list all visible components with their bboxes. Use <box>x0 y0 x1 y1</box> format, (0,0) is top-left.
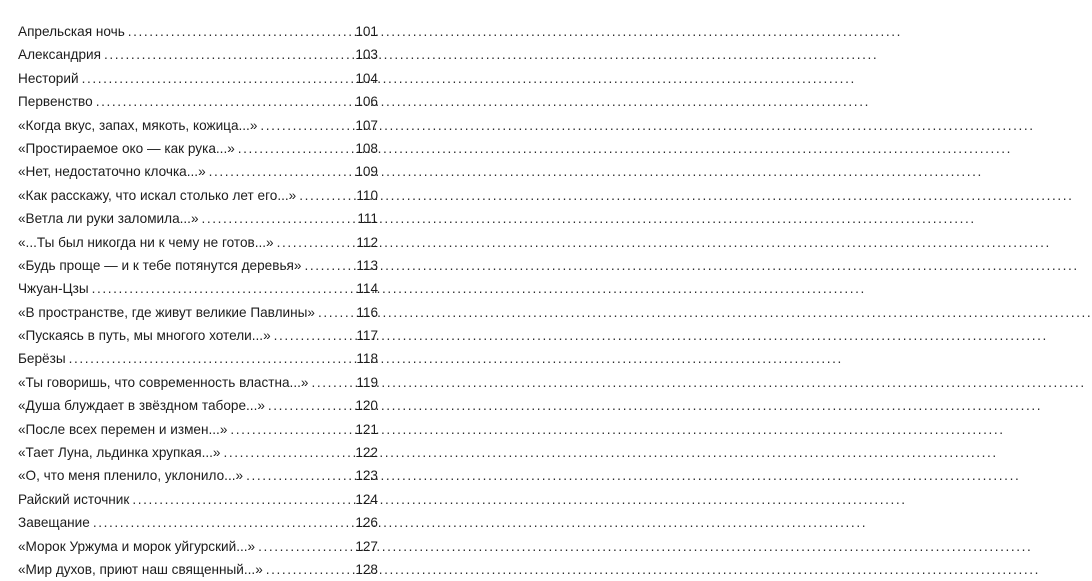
toc-entry <box>18 114 378 137</box>
dot-leader <box>260 114 352 137</box>
toc-entry-title: «Морок Уржума и морок уйгурский...» <box>18 538 256 554</box>
toc-entry-title: «После всех перемен и измен...» <box>18 421 228 437</box>
toc-entry-title: «Пускаясь в путь, мы многого хотели...» <box>18 328 271 344</box>
toc-entry-title: «Тает Луна, льдинка хрупкая...» <box>18 445 221 461</box>
toc-entry-page-number: 106 <box>355 94 378 110</box>
toc-entry <box>18 535 378 558</box>
toc-entry <box>18 67 378 90</box>
dot-leader <box>92 277 353 300</box>
toc-entry-page-number: 119 <box>356 374 378 390</box>
toc-entry-page-number: 124 <box>355 491 378 507</box>
dot-leader <box>209 160 353 183</box>
toc-entry <box>18 488 378 511</box>
toc-entry-title: «Как расскажу, что искал столько лет его...» <box>18 187 297 203</box>
toc-entry-title: Апрельская ночь <box>18 24 125 39</box>
toc-entry-title: «Простираемое око — как рука...» <box>18 140 235 156</box>
toc-entry <box>18 277 378 300</box>
toc-entry-page-number: 118 <box>356 351 378 367</box>
dot-leader <box>223 441 352 464</box>
toc-entry-page-number: 121 <box>355 421 378 437</box>
toc-entry-title: Чжуан-Цзы <box>18 281 89 297</box>
dot-leader <box>128 20 353 43</box>
toc-entry-title: Несторий <box>18 70 79 86</box>
toc-entry <box>18 90 378 113</box>
dot-leader <box>304 254 353 277</box>
toc-entry <box>18 441 378 464</box>
toc-entry-page-number: 123 <box>355 468 378 484</box>
toc-entry-title: Первенство <box>18 94 93 110</box>
toc-entry-title: «Душа блуждает в звёздном таборе...» <box>18 398 265 414</box>
toc-entry-page-number: 108 <box>355 140 378 156</box>
toc-entry <box>18 43 378 66</box>
dot-leader <box>299 184 353 207</box>
toc-entry <box>18 184 378 207</box>
toc-entry-title: Александрия <box>18 47 101 63</box>
toc-entry <box>18 160 378 183</box>
toc-entry-title: «Ты говоришь, что современность властна...» <box>18 374 309 390</box>
toc-entry-title: Берёзы <box>18 351 66 367</box>
dot-leader <box>132 488 352 511</box>
toc-entry-page-number: 120 <box>355 398 378 414</box>
toc-entry-page-number: 110 <box>356 187 378 203</box>
toc-entry <box>18 254 378 277</box>
toc-entry <box>18 207 378 230</box>
toc-entry-title: «Когда вкус, запах, мякоть, кожица...» <box>18 117 258 133</box>
toc-entry-page-number: 113 <box>356 257 378 273</box>
toc-entry-title: Завещание <box>18 515 90 531</box>
toc-entry-title: «В пространстве, где живут великие Павлины» <box>18 304 315 320</box>
toc-entry <box>18 324 378 347</box>
toc-entry <box>18 418 378 441</box>
dot-leader <box>69 347 353 370</box>
toc-entry-page-number: 128 <box>355 561 378 577</box>
toc-entry-title: «Будь проще — и к тебе потянутся деревья» <box>18 257 302 273</box>
toc-entry <box>18 231 378 254</box>
dot-leader <box>258 535 352 558</box>
dot-leader <box>311 371 353 394</box>
dot-leader <box>230 418 352 441</box>
table-of-contents <box>18 20 378 581</box>
toc-entry-page-number: 109 <box>355 164 378 180</box>
dot-leader <box>96 90 353 113</box>
toc-entry-page-number: 111 <box>357 211 378 227</box>
toc-entry <box>18 137 378 160</box>
dot-leader <box>268 394 352 417</box>
toc-entry-page-number: 126 <box>355 515 378 531</box>
dot-leader <box>93 511 353 534</box>
toc-entry-page-number: 127 <box>355 538 378 554</box>
dot-leader <box>318 301 353 324</box>
toc-entry-title: Райский источник <box>18 491 130 507</box>
dot-leader <box>238 137 353 160</box>
dot-leader <box>274 324 353 347</box>
toc-entry <box>18 558 378 581</box>
dot-leader <box>266 558 353 581</box>
toc-entry-page-number: 117 <box>356 328 378 344</box>
toc-entry-page-number: 116 <box>356 304 378 320</box>
toc-entry-page-number: 112 <box>356 234 378 250</box>
toc-entry <box>18 464 378 487</box>
toc-entry-title: «...Ты был никогда ни к чему не готов...» <box>18 234 274 250</box>
toc-entry-page-number: 107 <box>355 117 378 133</box>
toc-entry <box>18 347 378 370</box>
toc-entry <box>18 394 378 417</box>
toc-entry <box>18 511 378 534</box>
dot-leader <box>277 231 353 254</box>
dot-leader <box>104 43 352 66</box>
toc-entry-page-number: 101 <box>355 24 378 39</box>
toc-entry <box>18 301 378 324</box>
dot-leader <box>202 207 353 230</box>
toc-entry <box>18 20 378 43</box>
toc-entry-page-number: 114 <box>356 281 378 297</box>
dot-leader <box>246 464 352 487</box>
toc-entry-page-number: 103 <box>355 47 378 63</box>
toc-entry-page-number: 104 <box>355 70 378 86</box>
toc-entry-title: «О, что меня пленило, уклонило...» <box>18 468 244 484</box>
toc-entry-title: «Мир духов, приют наш священный...» <box>18 561 263 577</box>
dot-leader <box>82 67 353 90</box>
toc-entry-title: «Нет, недостаточно клочка...» <box>18 164 206 180</box>
toc-entry-page-number: 122 <box>355 445 378 461</box>
toc-entry-title: «Ветла ли руки заломила...» <box>18 211 199 227</box>
toc-entry <box>18 371 378 394</box>
